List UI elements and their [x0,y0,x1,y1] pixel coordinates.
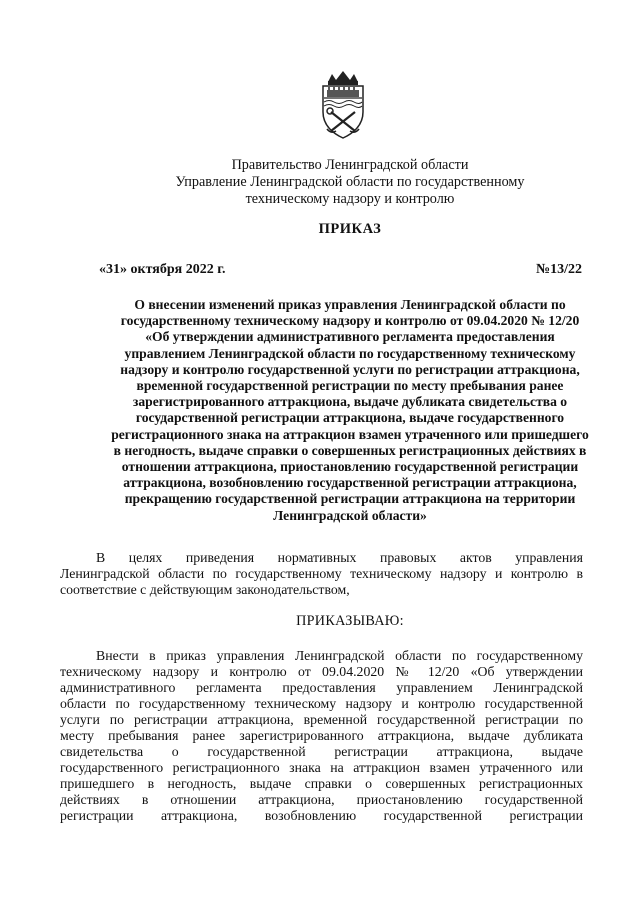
preamble-line: В целях приведения нормативных правовых актов управления [96,550,583,565]
body-line: месту пребывания ранее зарегистрированного аттракциона, выдаче дубликата [60,728,583,743]
order-directive: ПРИКАЗЫВАЮ: [296,613,404,629]
body-line: регистрации аттракциона, возобновлению государственной регистрации [60,808,583,823]
subject-line: прекращению государственной регистрации аттракциона на территории [124,491,576,507]
preamble-line: Ленинградской области по государственному техническому надзору и контролю в [60,566,583,581]
coat-of-arms-icon [314,68,372,140]
subject-line: зарегистрированного аттракциона, выдаче дубликата свидетельства о [132,394,568,410]
order-date: «31» октября 2022 г. [99,262,226,277]
org-line: Управление Ленинградской области по государственному [175,174,525,190]
org-line: техническому надзору и контролю [245,191,455,207]
subject-line: государственной регистрации аттракциона, выдаче государственного [135,410,565,426]
order-number: №13/22 [536,262,582,277]
subject-line: отношении аттракциона, приостановлению государственной регистрации [121,459,579,475]
subject-line: управлением Ленинградской области по государственному техническому [124,345,576,361]
org-line: Правительство Ленинградской области [231,157,469,173]
body-line: Внести в приказ управления Ленинградской области по государственному [96,648,583,663]
subject-line: надзору и контролю государственной услуги по регистрации аттракциона, [120,361,580,377]
body-line: области по государственному техническому надзору и контролю государственной [60,696,583,711]
body-line: услуги по регистрации аттракциона, временной государственной регистрации по [60,712,583,727]
order-subject [60,297,640,524]
subject-line: аттракциона, возобновлению государственной регистрации аттракциона, [123,475,577,491]
body-line: государственного регистрационного знака на аттракцион взамен утраченного или [60,760,583,775]
subject-line: временной государственной регистрации по месту пребывания ранее [136,378,564,394]
body-line: пришедшего в негодность, выдаче справки о совершенных регистрационных [60,776,583,791]
organization-header [60,157,640,208]
document-title: ПРИКАЗ [318,221,382,237]
body-line: административного регламента предоставления управлением Ленинградской [60,680,583,695]
body-line: техническому надзору и контролю от 09.04.2020 № 12/20 «Об утверждении [60,664,583,679]
subject-line: О внесении изменений приказ управления Ленинградской области по [134,297,566,312]
subject-line: в негодность, выдаче справки о совершенных регистрационных действиях в [113,442,587,458]
subject-line: регистрационного знака на аттракцион взамен утраченного или пришедшего [111,426,589,442]
preamble-line: соответствие с действующим законодательством, [60,582,350,597]
body-line: действиях в отношении аттракциона, приостановлению государственной [60,792,583,807]
subject-line: Ленинградской области» [273,507,427,523]
subject-line: государственному техническому надзору и контролю от 09.04.2020 № 12/20 [120,313,580,329]
body-line: свидетельства о государственной регистрации аттракциона, выдаче [60,744,583,759]
subject-line: «Об утверждении административного регламента предоставления [145,329,555,345]
